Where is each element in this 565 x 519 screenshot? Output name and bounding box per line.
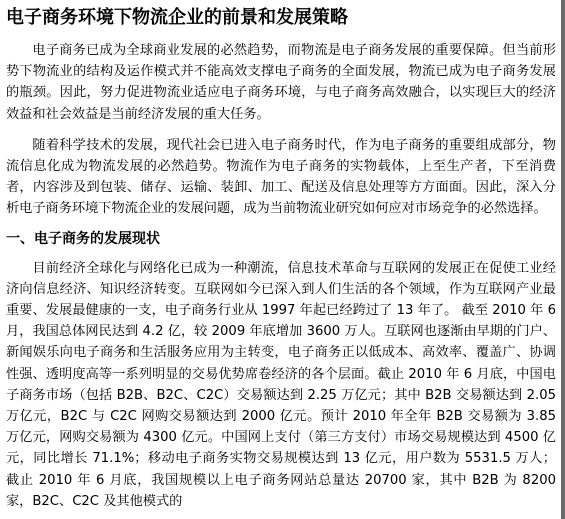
intro-paragraph-1: 电子商务已成为全球商业发展的必然趋势，而物流是电子商务发展的重要保障。但当前形势下物流业的结构及运作模式并不能高效支撑电子商务的全面发展，物流已成为电子商务发展的瓶颈。因此，努力促进物流业适应电子商务环境，与电子商务高效融合，以实现巨大的经济效益和社会效益是当前经济发展的重大任务。 (6, 43, 556, 122)
intro-paragraph-2: 随着科学技术的发展，现代社会已进入电子商务时代，作为电子商务的重要组成部分，物流信息化成为物流发展的必然趋势。物流作为电子商务的实物载体，上至生产者，下至消费者，内容涉及到包装、储存、运输、装卸、加工、配送及信息处理等方方面面。因此，深入分析电子商务环境下物流企业的发展问题，成为当前物流业研究如何应对市场竞争的必然选择。 (6, 137, 556, 217)
window-edge (561, 0, 565, 519)
section-heading: 一、电子商务的发展现状 (6, 230, 160, 247)
section-1-paragraph: 目前经济全球化与网络化已成为一种潮流，信息技术革命与互联网的发展正在促使工业经济向信息经济、知识经济转变。互联网如今已深入到人们生活的各个领域，作为互联网产业最重要、发展最健康的一支，电子商务行业从 1997 年起已经跨过了 13 年了。 截至 2010 年 6 月，我国总体网民达到 4.2 亿，较 2009 年底增加 3600 万人。互联网也逐渐由早期的门户、新闻娱乐向电子商务和生活服务应用为主转变，电子商务正以低成本、高效率、覆盖广、协调性强、透明度高等一系列明显的交易优势席卷经济的各个层面。截止 2010 年 6 月底，中国电子商务市场（包括 B2B、B2C、C2C）交易额达到 2.25 万亿元；其中 B2B 交易额达到 2.05 万亿元，B2C 与 C2C 网购交易额达到 2000 亿元。预计 2010 年全年 B2B 交易额为 3.85 万亿元，网购交易额为 4300 亿元。中国网上支付（第三方支付）市场交易规模达到 4500 亿元，同比增长 71.1%；移动电子商务实物交易规模达到 13 亿元，用户数为 5531.5 万人； 截止 2010 年 6 月底，我国规模以上电子商务网站总量达 20700 家，其中 B2B 为 8200 家，B2C、C2C 及其他模式的 (6, 260, 556, 509)
document-title: 电子商务环境下物流企业的前景和发展策略 (6, 7, 348, 28)
